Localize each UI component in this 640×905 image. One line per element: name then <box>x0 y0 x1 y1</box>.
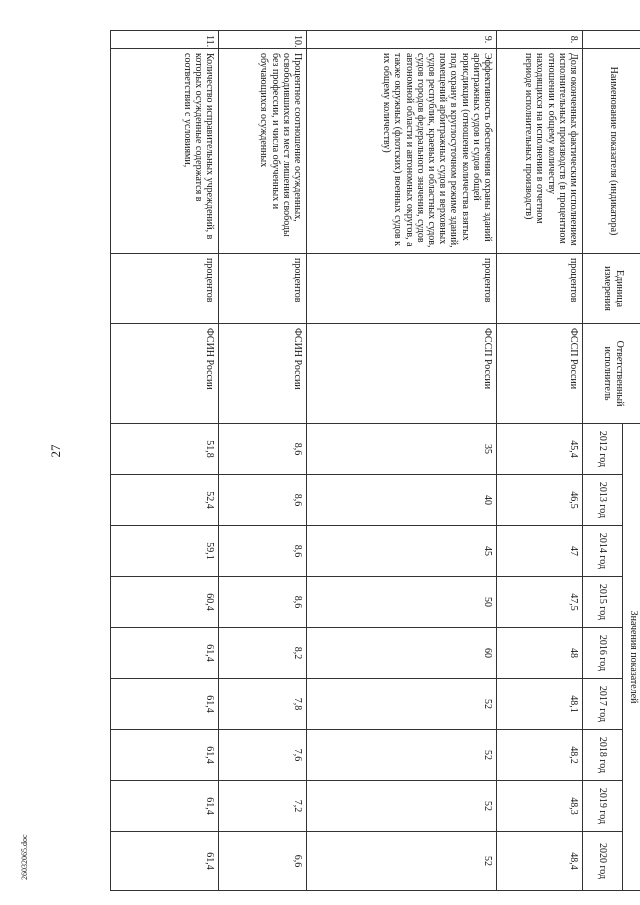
header-year: 2017 год <box>583 679 623 730</box>
header-year: 2014 год <box>583 526 623 577</box>
value-cell: 8,6 <box>219 424 307 475</box>
value-cell: 61,4 <box>111 730 219 781</box>
indicator-name: Эффективность обеспечения охраны зданий арбитражных судов и судов общей юрисдикции (отношение количества взятых под охрану в круглосуточном режиме зданий, помещений арбитражных судов и верховных судов республик, краевых и областных судов, судов городов федерального значения, судов автономной области и автономных округов, а также окружных (флотских) военных судов к их общему количеству) <box>307 49 497 254</box>
value-cell: 61,4 <box>111 628 219 679</box>
value-cell: 52 <box>307 781 497 832</box>
value-cell: 51,8 <box>111 424 219 475</box>
value-cell: 61,4 <box>111 832 219 891</box>
value-cell: 47 <box>497 526 583 577</box>
header-year: 2016 год <box>583 628 623 679</box>
value-cell: 52 <box>307 832 497 891</box>
header-no <box>583 31 640 49</box>
value-cell: 60 <box>307 628 497 679</box>
value-cell: 61,4 <box>111 679 219 730</box>
responsible: ФССП России <box>307 324 497 424</box>
value-cell: 45,4 <box>497 424 583 475</box>
indicator-table-rotated <box>110 30 640 890</box>
value-cell: 7,6 <box>219 730 307 781</box>
indicator-table <box>110 30 640 891</box>
header-year: 2015 год <box>583 577 623 628</box>
unit: процентов <box>497 254 583 324</box>
unit: процентов <box>219 254 307 324</box>
value-cell: 7,2 <box>219 781 307 832</box>
table-row <box>497 31 583 891</box>
header-year: 2018 год <box>583 730 623 781</box>
indicator-name: Процентное соотношение осужденных, освободившихся из мест лишения свободы без профессии, и числа обученных и обучающихся осужденных <box>219 49 307 254</box>
value-cell: 6,6 <box>219 832 307 891</box>
header-year: 2013 год <box>583 475 623 526</box>
row-number: 9. <box>307 31 497 49</box>
header-values-group: Значения показателей <box>623 424 640 891</box>
value-cell: 52 <box>307 679 497 730</box>
header-year: 2019 год <box>583 781 623 832</box>
value-cell: 48,1 <box>497 679 583 730</box>
indicator-name: Количество исправительных учреждений, в которых осужденные содержатся в соответствии с условиями, <box>111 49 219 254</box>
value-cell: 8,6 <box>219 577 307 628</box>
page-number: 27 <box>48 444 63 458</box>
header-unit: Единица измерения <box>583 254 640 324</box>
table-row <box>307 31 497 891</box>
row-number: 8. <box>497 31 583 49</box>
value-cell: 40 <box>307 475 497 526</box>
value-cell: 60,4 <box>111 577 219 628</box>
value-cell: 48,3 <box>497 781 583 832</box>
value-cell: 52,4 <box>111 475 219 526</box>
row-number: 10. <box>219 31 307 49</box>
value-cell: 46,5 <box>497 475 583 526</box>
row-number: 11. <box>111 31 219 49</box>
value-cell: 8,6 <box>219 475 307 526</box>
document-code: 26032065.doc <box>20 834 29 880</box>
value-cell: 8,6 <box>219 526 307 577</box>
responsible: ФСИН России <box>111 324 219 424</box>
indicator-name: Доля оконченных фактическим исполнением исполнительных производств (в процентном отношении к общему количеству находящихся на исполнении в отчетном периоде исполнительных производств) <box>497 49 583 254</box>
value-cell: 47,5 <box>497 577 583 628</box>
responsible: ФСИН России <box>219 324 307 424</box>
header-year: 2012 год <box>583 424 623 475</box>
value-cell: 45 <box>307 526 497 577</box>
value-cell: 7,8 <box>219 679 307 730</box>
value-cell: 48,2 <box>497 730 583 781</box>
responsible: ФССП России <box>497 324 583 424</box>
value-cell: 8,2 <box>219 628 307 679</box>
header-year: 2020 год <box>583 832 623 891</box>
table-row <box>219 31 307 891</box>
header-responsible: Ответственный исполнитель <box>583 324 640 424</box>
value-cell: 52 <box>307 730 497 781</box>
value-cell: 48 <box>497 628 583 679</box>
value-cell: 61,4 <box>111 781 219 832</box>
value-cell: 35 <box>307 424 497 475</box>
value-cell: 59,1 <box>111 526 219 577</box>
table-body <box>111 31 583 891</box>
unit: процентов <box>111 254 219 324</box>
unit: процентов <box>307 254 497 324</box>
value-cell: 48,4 <box>497 832 583 891</box>
table-row <box>111 31 219 891</box>
header-name: Наименование показателя (индикатора) <box>583 49 640 254</box>
value-cell: 50 <box>307 577 497 628</box>
